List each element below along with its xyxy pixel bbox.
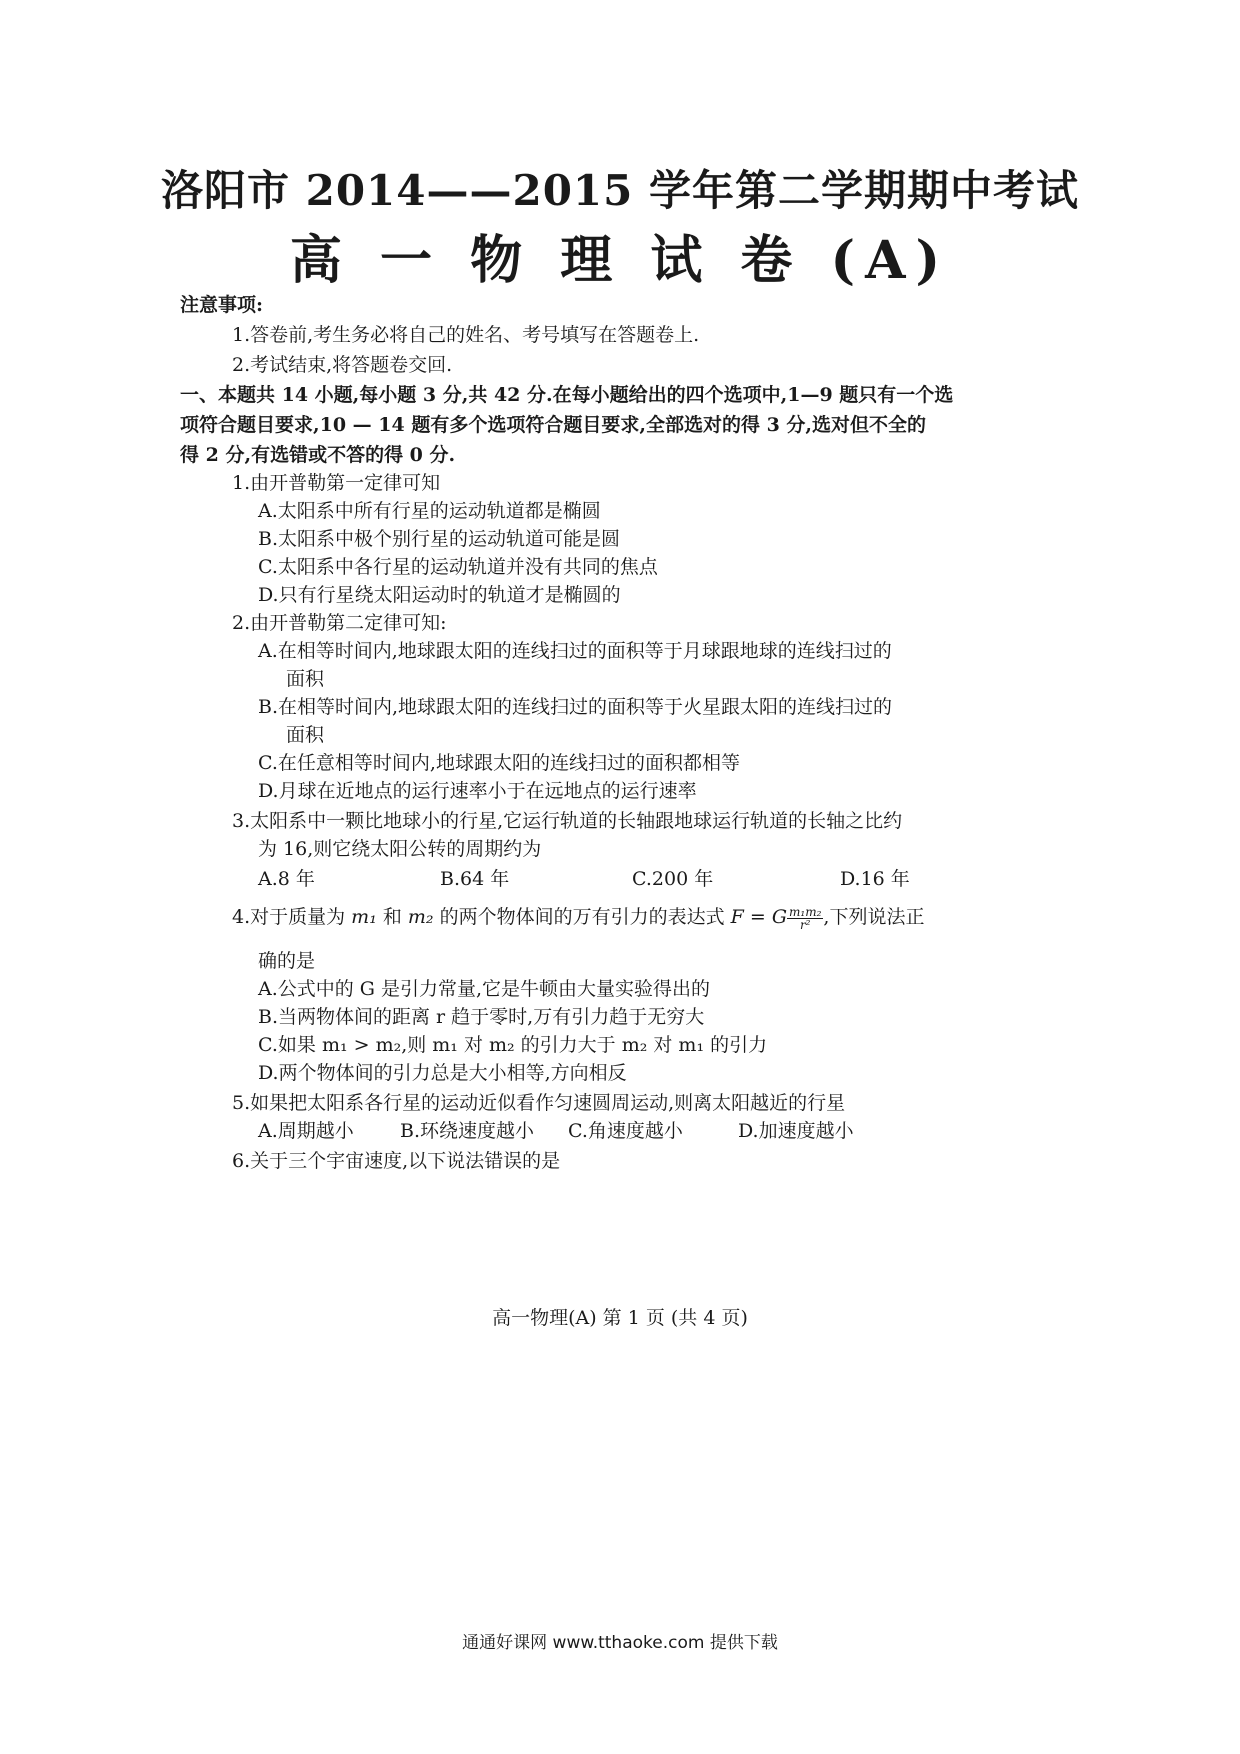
q2-stem: 2.由开普勒第二定律可知: (232, 612, 447, 634)
q5-option-d: D.加速度越小 (738, 1120, 854, 1142)
q5-option-b: B.环绕速度越小 (400, 1120, 535, 1142)
page-footer: 高一物理(A) 第 1 页 (共 4 页) (492, 1307, 748, 1329)
q1-option-c: C.太阳系中各行星的运动轨道并没有共同的焦点 (258, 556, 658, 578)
q4-option-d: D.两个物体间的引力总是大小相等,方向相反 (258, 1062, 627, 1084)
q4-stem-line-2: 确的是 (258, 950, 316, 972)
q1-stem: 1.由开普勒第一定律可知 (232, 472, 441, 494)
exam-subtitle: 高 一 物 理 试 卷 (A) (289, 230, 951, 291)
q4-stem-part-c: 的两个物体间的万有引力的表达式 (433, 906, 731, 928)
q2-option-b-line-2: 面积 (286, 724, 325, 746)
q2-option-a-line-1: A.在相等时间内,地球跟太阳的连线扫过的面积等于月球跟地球的连线扫过的 (258, 640, 892, 662)
q1-option-d: D.只有行星绕太阳运动时的轨道才是椭圆的 (258, 584, 621, 606)
q3-stem-line-1: 3.太阳系中一颗比地球小的行星,它运行轨道的长轴跟地球运行轨道的长轴之比约 (232, 810, 903, 832)
q4-formula-denominator: r² (799, 917, 811, 932)
q5-option-c: C.角速度越小 (568, 1120, 683, 1142)
q1-option-a: A.太阳系中所有行星的运动轨道都是椭圆 (258, 500, 601, 522)
q4-option-a: A.公式中的 G 是引力常量,它是牛顿由大量实验得出的 (258, 978, 711, 1000)
q3-option-a: A.8 年 (258, 868, 315, 890)
q3-option-b: B.64 年 (440, 868, 510, 890)
notice-item-1: 1.答卷前,考生务必将自己的姓名、考号填写在答题卷上. (232, 324, 700, 346)
section-intro-line-3: 得 2 分,有选错或不答的得 0 分. (180, 444, 456, 466)
q4-option-b: B.当两物体间的距离 r 趋于零时,万有引力趋于无穷大 (258, 1006, 705, 1028)
q4-formula-lhs: F = G (730, 906, 788, 928)
section-intro-line-1: 一、本题共 14 小题,每小题 3 分,共 42 分.在每小题给出的四个选项中,1—9 题只有一个选 (180, 384, 954, 406)
q4-stem-part-d: ,下列说法正 (823, 906, 925, 928)
q6-stem: 6.关于三个宇宙速度,以下说法错误的是 (232, 1150, 561, 1172)
q5-option-a: A.周期越小 (258, 1120, 354, 1142)
q2-option-c: C.在任意相等时间内,地球跟太阳的连线扫过的面积都相等 (258, 752, 740, 774)
q3-option-c: C.200 年 (632, 868, 714, 890)
q4-stem-part-a: 4.对于质量为 (232, 906, 352, 928)
exam-title: 洛阳市 2014——2015 学年第二学期期中考试 (160, 166, 1080, 215)
q4-formula-fraction (787, 906, 823, 931)
q3-option-d: D.16 年 (840, 868, 910, 890)
q2-option-b-line-1: B.在相等时间内,地球跟太阳的连线扫过的面积等于火星跟太阳的连线扫过的 (258, 696, 893, 718)
q3-stem-line-2: 为 16,则它绕太阳公转的周期约为 (258, 838, 542, 860)
notice-item-2: 2.考试结束,将答题卷交回. (232, 354, 453, 376)
notice-heading: 注意事项: (180, 294, 264, 316)
q4-stem-line-1 (232, 902, 924, 931)
q2-option-d: D.月球在近地点的运行速率小于在远地点的运行速率 (258, 780, 697, 802)
q1-option-b: B.太阳系中极个别行星的运动轨道可能是圆 (258, 528, 621, 550)
q4-stem-part-b: 和 (376, 906, 408, 928)
download-credit: 通通好课网 www.tthaoke.com 提供下载 (462, 1633, 778, 1653)
q4-option-c: C.如果 m₁ > m₂,则 m₁ 对 m₂ 的引力大于 m₂ 对 m₁ 的引力 (258, 1034, 768, 1056)
q5-stem: 5.如果把太阳系各行星的运动近似看作匀速圆周运动,则离太阳越近的行星 (232, 1092, 846, 1114)
q2-option-a-line-2: 面积 (286, 668, 325, 690)
q4-formula-numerator: m₁m₂ (789, 904, 822, 919)
q4-m1: m₁ (351, 906, 377, 928)
section-intro-line-2: 项符合题目要求,10 — 14 题有多个选项符合题目要求,全部选对的得 3 分,选对但不全的 (180, 414, 927, 436)
q4-m2: m₂ (407, 906, 434, 928)
